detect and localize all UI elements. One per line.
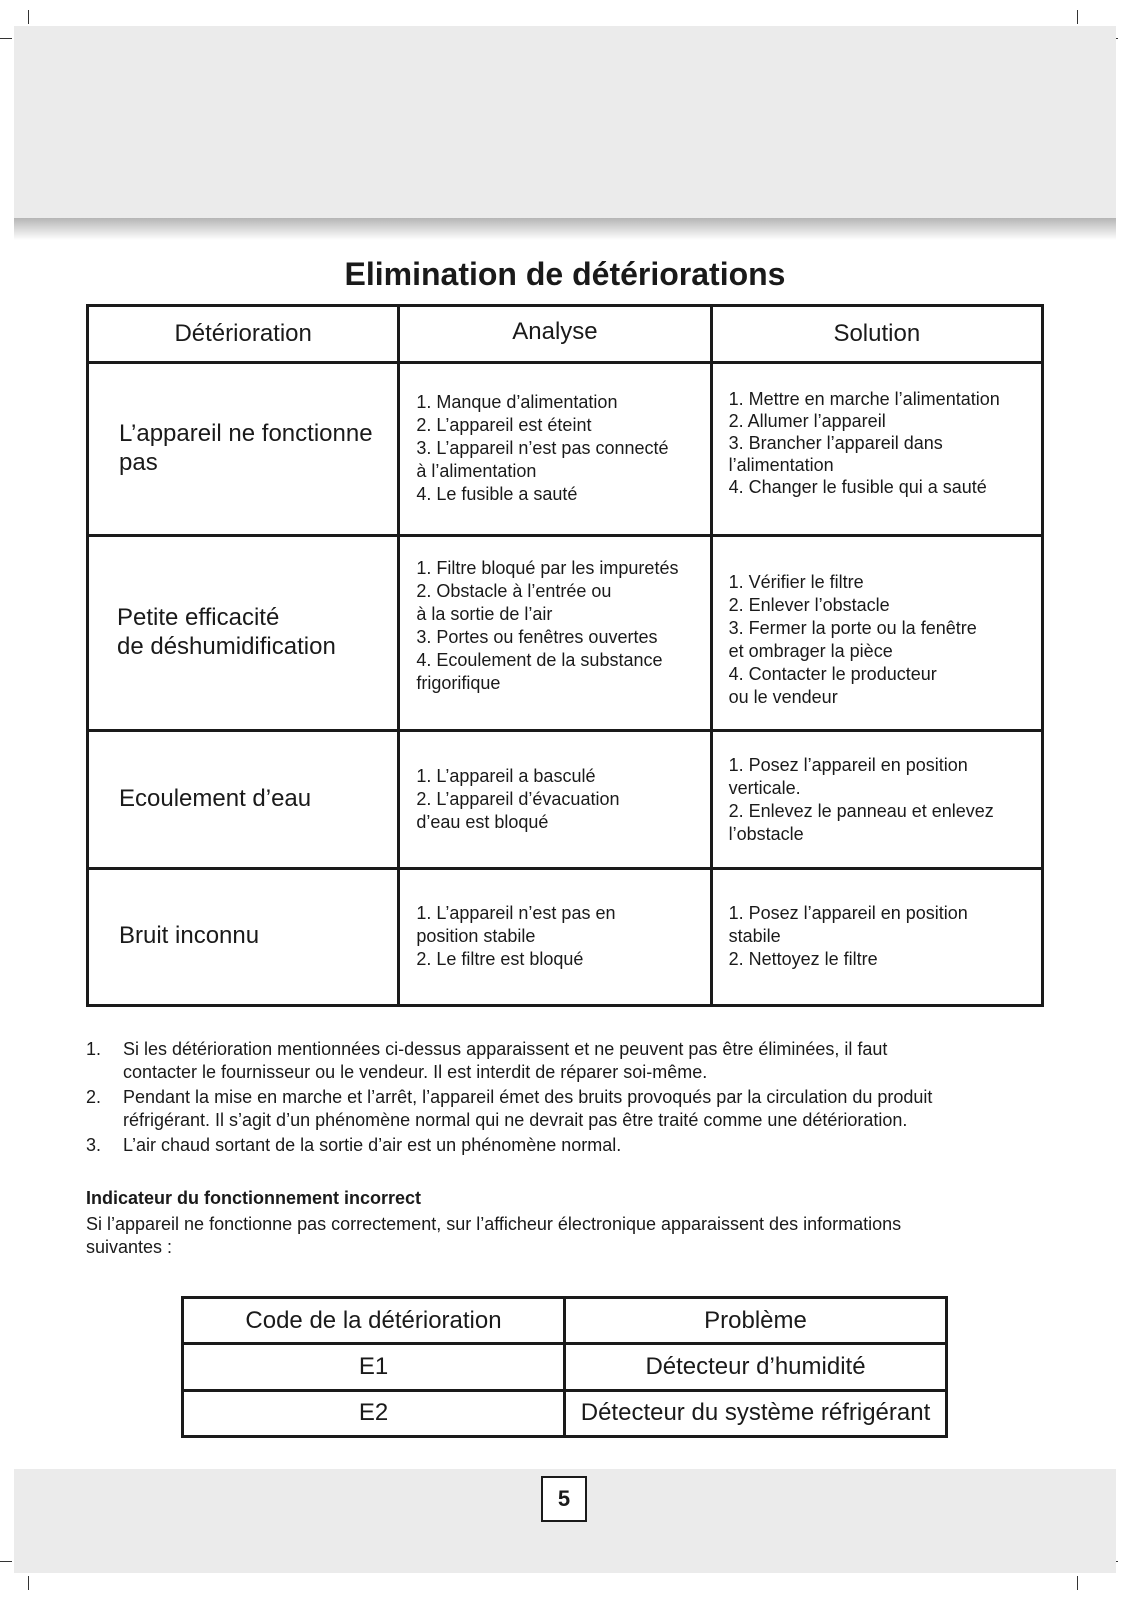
cell-line: 4. Contacter le producteur xyxy=(728,664,937,685)
crop-mark xyxy=(0,1561,12,1562)
analyse-cell xyxy=(399,868,711,1005)
cell-line: 1. Manque d’alimentation xyxy=(416,392,618,413)
crop-mark xyxy=(0,38,12,39)
cell-line: 2. Enlevez le panneau et enlevez xyxy=(728,800,994,821)
cell-line: de déshumidification xyxy=(117,633,336,661)
note-line: Si les détérioration mentionnées ci-dessus apparaissent et ne peuvent pas être éliminées, il faut xyxy=(123,1039,888,1059)
cell-line: 2. Le filtre est bloqué xyxy=(416,949,584,970)
deterioration-cell xyxy=(88,868,399,1005)
cell-line: 4. Le fusible a sauté xyxy=(416,484,578,505)
indicator-line: Si l’appareil ne fonctionne pas correctement, sur l’afficheur électronique apparaissent des informations xyxy=(86,1214,902,1234)
table-row xyxy=(183,1390,947,1436)
note-line: L’air chaud sortant de la sortie d’air est un phénomène normal. xyxy=(123,1135,622,1155)
table-header-row xyxy=(88,306,1043,363)
cell-line: à la sortie de l’air xyxy=(416,604,553,625)
cell-line: et ombrager la pièce xyxy=(728,641,893,662)
cell-line: 2. L’appareil d’évacuation xyxy=(416,789,620,810)
table-row xyxy=(88,731,1043,868)
cell-line: stabile xyxy=(728,926,781,947)
indicator-line: suivantes : xyxy=(86,1237,173,1257)
cell-line: 3. Brancher l’appareil dans xyxy=(728,433,943,454)
note-number: 2. xyxy=(86,1087,102,1107)
cell-line: 1. Mettre en marche l’alimentation xyxy=(728,389,1000,410)
cell-line: à l’alimentation xyxy=(416,461,537,482)
note-line: Pendant la mise en marche et l’arrêt, l’appareil émet des bruits provoqués par la circulation du produit xyxy=(123,1087,933,1107)
analyse-cell xyxy=(399,535,711,731)
cell-line: 2. Allumer l’appareil xyxy=(728,411,886,432)
note-line: contacter le fournisseur ou le vendeur. Il est interdit de réparer soi-même. xyxy=(123,1062,708,1082)
indicator-text xyxy=(86,1213,1046,1259)
error-codes-table xyxy=(181,1296,948,1438)
code-cell: E1 xyxy=(183,1344,565,1390)
note-item xyxy=(86,1086,1046,1132)
analyse-cell xyxy=(399,363,711,536)
problem-cell: Détecteur du système réfrigérant xyxy=(565,1390,947,1436)
cell-line: 3. Portes ou fenêtres ouvertes xyxy=(416,627,658,648)
cell-line: Bruit inconnu xyxy=(119,922,260,950)
cell-line: 1. L’appareil n’est pas en xyxy=(416,903,616,924)
indicator-title: Indicateur du fonctionnement incorrect xyxy=(86,1188,422,1208)
cell-line: 1. L’appareil a basculé xyxy=(416,766,596,787)
header-band xyxy=(14,26,1116,218)
table-row xyxy=(88,363,1043,536)
cell-line: Ecoulement d’eau xyxy=(119,785,312,813)
cell-line: l’obstacle xyxy=(728,823,804,844)
deterioration-cell xyxy=(88,731,399,868)
code-cell: E2 xyxy=(183,1390,565,1436)
note-item xyxy=(86,1038,1046,1084)
cell-line: 1. Vérifier le filtre xyxy=(728,572,864,593)
note-item xyxy=(86,1134,1046,1157)
cell-line: 2. Enlever l’obstacle xyxy=(728,595,890,616)
header-solution: Solution xyxy=(711,306,1042,363)
problem-cell: Détecteur d’humidité xyxy=(565,1344,947,1390)
cell-line: frigorifique xyxy=(416,673,501,694)
crop-mark xyxy=(1077,1576,1078,1590)
analyse-cell xyxy=(399,731,711,868)
solution-cell xyxy=(711,363,1042,536)
cell-line: 1. Posez l’appareil en position xyxy=(728,903,968,924)
table-row xyxy=(88,535,1043,731)
header-problem: Problème xyxy=(565,1298,947,1344)
header-analyse: Analyse xyxy=(399,306,711,363)
solution-cell xyxy=(711,535,1042,731)
cell-line: l’alimentation xyxy=(728,455,834,476)
cell-line: Petite efficacité xyxy=(117,604,280,632)
header-deterioration: Détérioration xyxy=(88,306,399,363)
page-number: 5 xyxy=(541,1476,587,1522)
table-row xyxy=(88,868,1043,1005)
cell-line: 2. Obstacle à l’entrée ou xyxy=(416,581,612,602)
page-title: Elimination de détériorations xyxy=(344,256,786,292)
deterioration-cell xyxy=(88,535,399,731)
cell-line: 2. Nettoyez le filtre xyxy=(728,949,878,970)
cell-line: 1. Filtre bloqué par les impuretés xyxy=(416,558,679,579)
note-number: 3. xyxy=(86,1135,102,1155)
cell-line: 4. Ecoulement de la substance xyxy=(416,650,663,671)
cell-line: pas xyxy=(119,448,158,476)
header-shadow xyxy=(14,218,1116,240)
note-number: 1. xyxy=(86,1039,102,1059)
troubleshooting-table xyxy=(86,304,1044,1007)
crop-mark xyxy=(1077,10,1078,24)
cell-line: L’appareil ne fonctionne xyxy=(119,420,373,447)
cell-line: ou le vendeur xyxy=(728,687,838,708)
deterioration-cell xyxy=(88,363,399,536)
cell-line: 4. Changer le fusible qui a sauté xyxy=(728,477,987,498)
crop-mark xyxy=(28,1576,29,1590)
note-line: réfrigérant. Il s’agit d’un phénomène normal qui ne devrait pas être traité comme une détérioration. xyxy=(123,1110,908,1130)
cell-line: position stabile xyxy=(416,926,536,947)
crop-mark xyxy=(28,10,29,24)
codes-header-row xyxy=(183,1298,947,1344)
table-row xyxy=(183,1344,947,1390)
cell-line: 3. Fermer la porte ou la fenêtre xyxy=(728,618,977,639)
solution-cell xyxy=(711,868,1042,1005)
notes-list xyxy=(86,1038,1046,1159)
cell-line: d’eau est bloqué xyxy=(416,812,549,833)
cell-line: 3. L’appareil n’est pas connecté xyxy=(416,438,669,459)
cell-line: 2. L’appareil est éteint xyxy=(416,415,592,436)
header-code: Code de la détérioration xyxy=(183,1298,565,1344)
solution-cell xyxy=(711,731,1042,868)
cell-line: 1. Posez l’appareil en position xyxy=(728,754,968,775)
cell-line: verticale. xyxy=(728,777,801,798)
